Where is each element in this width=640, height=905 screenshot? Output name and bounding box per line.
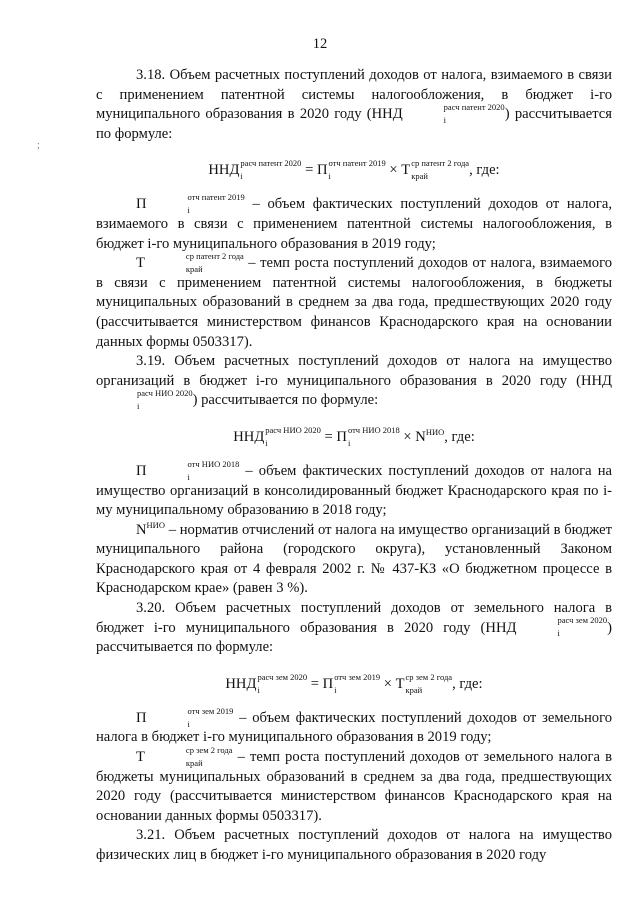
section-3-18-intro: 3.18. Объем расчетных поступлений доходов от налога, взимаемого в связи с применением патентной системы налогообложения, в бюджет i-го муниципального образования в 2020 году (ННД расч патент 2020 i ) рассчитывается по формуле: bbox=[96, 67, 612, 142]
section-3-21-intro: 3.21. Объем расчетных поступлений доходов от налога на имущество физических лиц в бюджет i-го муниципального образования в 2020 году bbox=[96, 827, 612, 863]
section-3-20-definition-1: П отч зем 2019 i – объем фактических поступлений доходов от земельного налога в бюджет i-го муниципального образования в 2019 году; bbox=[96, 705, 612, 746]
section-3-19-definition-1: П отч НИО 2018 i – объем фактических поступлений доходов от налога на имущество организаций в консолидированный бюджет Краснодарского края по i-му муниципальному образованию в 2018 году; bbox=[96, 458, 612, 519]
page-number: 12 bbox=[312, 36, 328, 52]
section-3-19-intro: 3.19. Объем расчетных поступлений доходов от налога на имущество организаций в бюджет i-го муниципального образования в 2020 году (ННД расч НИО 2020 i ) рассчитывается по формуле: bbox=[96, 353, 612, 411]
section-3-18-definition-1: П отч патент 2019 i – объем фактических поступлений доходов от налога, взимаемого в связи с применением патентной системы налогообложения, в бюджет i-го муниципального образования в 2019 году; bbox=[96, 192, 612, 252]
section-3-20-intro: 3.20. Объем расчетных поступлений доходов от земельного налога в бюджет i-го муниципального образования в 2020 году (ННД расч зем 2020 i ) рассчитывается по формуле: bbox=[96, 600, 612, 656]
section-3-18-definition-2: Т ср патент 2 года край – темп роста поступлений доходов от налога, взимаемого в связи с применением патентной системы налогообложения, в бюджеты муниципальных образований в среднем за два года, предшествующих 2020 году (рассчитывается министерством финансов Краснодарского края на основании данных формы 0503317). bbox=[96, 250, 612, 350]
formula-3-19: ННД расч НИО 2020 i = П отч НИО 2018 i × $N^{НИО}$, где: bbox=[233, 424, 475, 448]
section-3-20-definition-2: Т ср зем 2 года край – темп роста поступлений доходов от земельного налога в бюджеты муниципальных образований в среднем за два года, предшествующих 2020 году (рассчитывается министерством финансов Краснодарского края на основании данных формы 0503317). bbox=[96, 744, 612, 824]
formula-3-20: ННД расч зем 2020 i = П отч зем 2019 i × Т ср зем 2 года край , где: bbox=[225, 671, 483, 695]
document-body bbox=[96, 66, 612, 866]
formula-3-18: ННД расч патент 2020 i = П отч патент 2019 i × Т ср патент 2 года край , где: bbox=[208, 158, 500, 182]
section-3-19-definition-2: $N^{НИО}$ – норматив отчислений от налога на имущество организаций в бюджет муниципального района (городского округа), установленный Законом Краснодарского края от 4 февраля 2002 г. № 437-КЗ «О бюджетном процессе в Краснодарском крае» (равен 3 %). bbox=[96, 519, 612, 597]
margin-mark: ; bbox=[37, 140, 40, 151]
